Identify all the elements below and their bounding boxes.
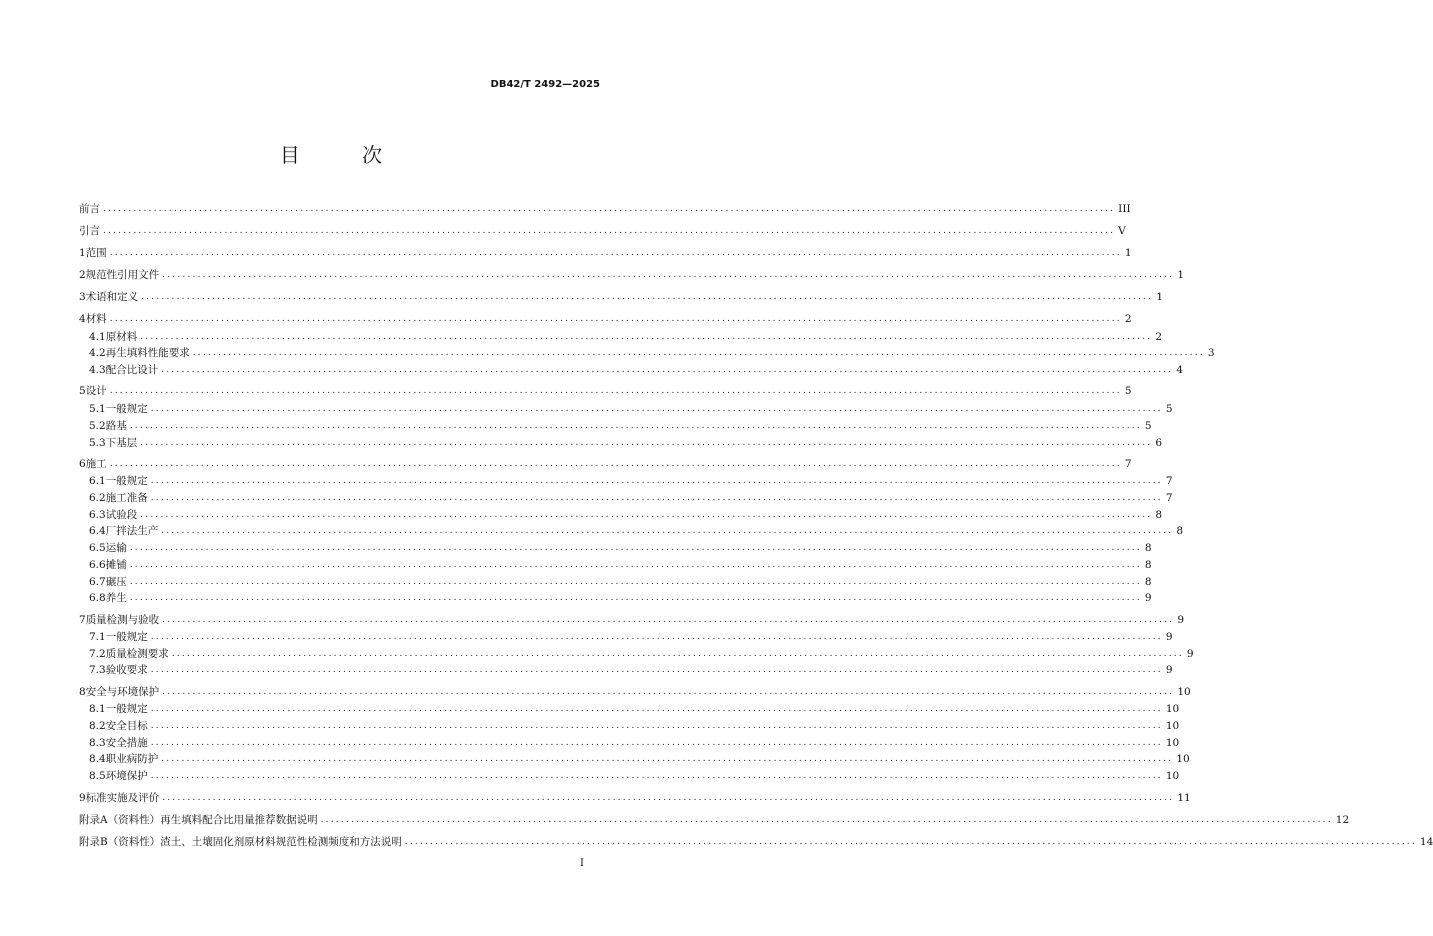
toc-entry-number: 6.4 xyxy=(89,525,106,537)
toc-entry-number: 6.1 xyxy=(89,475,106,487)
toc-entry-number: 5 xyxy=(79,385,86,397)
toc-entry-number: 7.1 xyxy=(89,631,106,643)
toc-leader-dots: ........................................................................................................................................................................................................ xyxy=(171,649,1184,659)
toc-entry-title: 质量检测与验收 xyxy=(85,614,160,626)
toc-leader-dots: ........................................................................................................................................................................................................ xyxy=(162,793,1175,803)
toc-entry-number: 4.3 xyxy=(89,364,106,376)
toc-entry-title: 厂拌法生产 xyxy=(105,525,159,537)
toc-leader-dots: ........................................................................................................................................................................................................ xyxy=(103,204,1116,214)
toc-entry-title: 范围 xyxy=(85,247,107,259)
toc-entry[interactable] xyxy=(79,312,1132,326)
toc-leader-dots: ........................................................................................................................................................................................................ xyxy=(404,837,1417,847)
toc-leader-dots: ........................................................................................................................................................................................................ xyxy=(129,593,1142,603)
toc-entry-page: 4 xyxy=(1176,364,1184,376)
toc-leader-dots: ........................................................................................................................................................................................................ xyxy=(129,421,1142,431)
toc-entry-number: 7 xyxy=(79,614,86,626)
toc-entry-page: 9 xyxy=(1144,592,1152,604)
toc-entry-title: 职业病防护 xyxy=(105,753,159,765)
toc-entry[interactable] xyxy=(79,384,1132,398)
toc-entry-title: 前言 xyxy=(79,203,100,215)
toc-leader-dots: ........................................................................................................................................................................................................ xyxy=(109,386,1122,396)
toc-leader-dots: ........................................................................................................................................................................................................ xyxy=(103,226,1116,236)
toc-leader-dots: ........................................................................................................................................................................................................ xyxy=(129,543,1142,553)
toc-entry-page: 10 xyxy=(1177,686,1191,698)
toc-entry-title: 验收要求 xyxy=(105,664,148,676)
toc-leader-dots: ........................................................................................................................................................................................................ xyxy=(129,560,1142,570)
toc-entry-page: V xyxy=(1118,225,1126,237)
toc-leader-dots: ........................................................................................................................................................................................................ xyxy=(150,493,1163,503)
toc-entry-page: 10 xyxy=(1165,737,1180,749)
toc-entry-title: 术语和定义 xyxy=(85,291,139,303)
toc-entry-title: 下基层 xyxy=(105,437,138,449)
toc-leader-dots: ........................................................................................................................................................................................................ xyxy=(150,665,1163,675)
toc-entry-page: 5 xyxy=(1165,403,1173,415)
toc-entry-number: 1 xyxy=(79,247,86,259)
toc-entry-title: 引言 xyxy=(79,225,100,237)
page-number: I xyxy=(580,858,584,869)
toc-entry-title: 规范性引用文件 xyxy=(85,269,160,281)
toc-entry-number: 5.2 xyxy=(89,420,106,432)
toc-entry-title: 运输 xyxy=(105,542,127,554)
toc-entry-title: 摊铺 xyxy=(105,559,127,571)
toc-entry-number: 4.2 xyxy=(89,347,106,359)
toc-entry-number: 附录A（资料性） xyxy=(79,814,161,826)
toc-entry[interactable] xyxy=(79,791,1191,805)
toc-entry[interactable] xyxy=(79,457,1132,471)
toc-entry-page: 5 xyxy=(1144,420,1152,432)
toc-entry-page: 9 xyxy=(1177,614,1185,626)
toc-entry[interactable] xyxy=(79,402,1173,416)
toc-entry-number: 2 xyxy=(79,269,86,281)
toc-entry-page: 8 xyxy=(1155,509,1163,521)
toc-entry-page: 12 xyxy=(1335,814,1350,826)
toc-entry-page: 1 xyxy=(1124,247,1132,259)
toc-leader-dots: ........................................................................................................................................................................................................ xyxy=(162,615,1175,625)
toc-entry-page: 14 xyxy=(1419,836,1433,848)
toc-entry-title: 一般规定 xyxy=(105,475,148,487)
toc-leader-dots: ........................................................................................................................................................................................................ xyxy=(109,459,1122,469)
toc-entry-title: 养生 xyxy=(105,592,127,604)
toc-leader-dots: ........................................................................................................................................................................................................ xyxy=(150,738,1163,748)
toc-entry[interactable] xyxy=(79,613,1185,627)
toc-entry-title: 配合比设计 xyxy=(105,364,159,376)
toc-entry[interactable] xyxy=(79,769,1180,783)
toc-entry[interactable] xyxy=(79,558,1152,572)
toc-entry-page: 8 xyxy=(1176,525,1184,537)
toc-entry-number: 8.5 xyxy=(89,770,106,782)
toc-entry-number: 3 xyxy=(79,291,86,303)
toc-entry[interactable] xyxy=(79,436,1163,450)
toc-entry-page: 5 xyxy=(1124,385,1132,397)
toc-leader-dots: ........................................................................................................................................................................................................ xyxy=(109,314,1122,324)
toc-entry-title: 施工准备 xyxy=(105,492,148,504)
toc-entry-title: 再生填料配合比用量推荐数据说明 xyxy=(160,814,318,826)
toc-leader-dots: ........................................................................................................................................................................................................ xyxy=(141,292,1154,302)
toc-leader-dots: ........................................................................................................................................................................................................ xyxy=(162,270,1175,280)
toc-entry-number: 6.8 xyxy=(89,592,106,604)
toc-entry[interactable] xyxy=(79,591,1152,605)
standard-code: DB42/T 2492—2025 xyxy=(490,79,600,90)
toc-entry-page: 2 xyxy=(1155,331,1163,343)
toc-entry-title: 安全与环境保护 xyxy=(85,686,160,698)
toc-entry[interactable] xyxy=(79,835,1433,849)
toc-entry[interactable] xyxy=(79,647,1194,661)
toc-entry-title: 设计 xyxy=(85,385,107,397)
toc-leader-dots: ........................................................................................................................................................................................................ xyxy=(150,704,1163,714)
toc-entry-number: 8.3 xyxy=(89,737,106,749)
toc-entry-page: 7 xyxy=(1165,475,1173,487)
toc-entry-title: 环境保护 xyxy=(105,770,148,782)
toc-entry[interactable] xyxy=(79,363,1184,377)
toc-leader-dots: ........................................................................................................................................................................................................ xyxy=(192,348,1205,358)
toc-entry-number: 4 xyxy=(79,313,86,325)
toc-leader-dots: ........................................................................................................................................................................................................ xyxy=(150,721,1163,731)
toc-entry[interactable] xyxy=(79,541,1152,555)
toc-entry-page: 7 xyxy=(1124,458,1132,470)
toc-entry-title: 路基 xyxy=(105,420,127,432)
toc-leader-dots: ........................................................................................................................................................................................................ xyxy=(140,438,1153,448)
toc-entry-page: 11 xyxy=(1177,792,1191,804)
toc-entry[interactable] xyxy=(79,663,1173,677)
toc-entry-title: 标准实施及评价 xyxy=(85,792,160,804)
toc-entry-title: 施工 xyxy=(85,458,107,470)
toc-entry[interactable] xyxy=(79,346,1215,360)
toc-entry-number: 4.1 xyxy=(89,331,106,343)
toc-leader-dots: ........................................................................................................................................................................................................ xyxy=(109,248,1122,258)
toc-entry[interactable] xyxy=(79,290,1164,304)
toc-entry-title: 碾压 xyxy=(105,576,127,588)
toc-entry-number: 6.7 xyxy=(89,576,106,588)
toc-leader-dots: ........................................................................................................................................................................................................ xyxy=(320,815,1333,825)
toc-entry[interactable] xyxy=(79,630,1173,644)
toc-leader-dots: ........................................................................................................................................................................................................ xyxy=(140,510,1153,520)
toc-entry-number: 8.1 xyxy=(89,703,106,715)
toc-entry-page: 9 xyxy=(1186,648,1194,660)
toc-leader-dots: ........................................................................................................................................................................................................ xyxy=(150,404,1163,414)
toc-entry-page: III xyxy=(1118,203,1131,215)
toc-entry-number: 8.4 xyxy=(89,753,106,765)
toc-entry-number: 6.3 xyxy=(89,509,106,521)
toc-leader-dots: ........................................................................................................................................................................................................ xyxy=(140,332,1153,342)
toc-entry[interactable] xyxy=(79,508,1163,522)
toc-entry-page: 10 xyxy=(1176,753,1190,765)
toc-entry[interactable] xyxy=(79,813,1350,827)
toc-entry-number: 6 xyxy=(79,458,86,470)
toc-leader-dots: ........................................................................................................................................................................................................ xyxy=(150,771,1163,781)
toc-entry-number: 9 xyxy=(79,792,86,804)
toc-entry-number: 8 xyxy=(79,686,86,698)
toc-entry[interactable] xyxy=(79,491,1173,505)
toc-entry-page: 3 xyxy=(1207,347,1215,359)
toc-entry[interactable] xyxy=(79,524,1184,538)
toc-entry[interactable] xyxy=(79,246,1132,260)
toc-entry-number: 6.2 xyxy=(89,492,106,504)
toc-entry-title: 安全措施 xyxy=(105,737,148,749)
toc-entry[interactable] xyxy=(79,719,1180,733)
toc-entry-title: 质量检测要求 xyxy=(105,648,169,660)
toc-entry-title: 材料 xyxy=(85,313,107,325)
toc-entry-page: 9 xyxy=(1165,631,1173,643)
toc-entry[interactable] xyxy=(79,752,1190,766)
toc-entry[interactable] xyxy=(79,702,1180,716)
toc-leader-dots: ........................................................................................................................................................................................................ xyxy=(161,365,1174,375)
toc-entry-title: 一般规定 xyxy=(105,403,148,415)
toc-entry-title: 原材料 xyxy=(105,331,138,343)
toc-entry-page: 6 xyxy=(1155,437,1163,449)
toc-entry[interactable] xyxy=(79,736,1180,750)
toc-entry-page: 8 xyxy=(1144,559,1152,571)
toc-entry-title: 一般规定 xyxy=(105,631,148,643)
toc-entry[interactable] xyxy=(79,330,1163,344)
toc-entry[interactable] xyxy=(79,224,1126,238)
toc-entry-number: 6.6 xyxy=(89,559,106,571)
toc-entry[interactable] xyxy=(79,419,1152,433)
toc-entry-number: 7.2 xyxy=(89,648,106,660)
toc-entry[interactable] xyxy=(79,685,1191,699)
toc-entry-page: 1 xyxy=(1177,269,1185,281)
toc-leader-dots: ........................................................................................................................................................................................................ xyxy=(162,687,1175,697)
toc-entry-page: 10 xyxy=(1165,703,1180,715)
toc-entry-number: 附录B（资料性） xyxy=(79,836,161,848)
toc-entry-page: 8 xyxy=(1144,576,1152,588)
toc-entry[interactable] xyxy=(79,268,1185,282)
toc-entry-title: 试验段 xyxy=(105,509,138,521)
toc-entry[interactable] xyxy=(79,202,1131,216)
page-title: 目 次 xyxy=(279,143,411,167)
toc-entry-number: 7.3 xyxy=(89,664,106,676)
toc-entry-page: 1 xyxy=(1156,291,1164,303)
toc-entry-title: 安全目标 xyxy=(105,720,148,732)
toc-leader-dots: ........................................................................................................................................................................................................ xyxy=(150,476,1163,486)
toc-entry-title: 渣土、土壤固化剂原材料规范性检测频度和方法说明 xyxy=(160,836,402,848)
toc-entry-page: 8 xyxy=(1144,542,1152,554)
toc-entry-page: 2 xyxy=(1124,313,1132,325)
toc-entry-number: 5.3 xyxy=(89,437,106,449)
toc-entry-page: 9 xyxy=(1165,664,1173,676)
toc-leader-dots: ........................................................................................................................................................................................................ xyxy=(161,754,1174,764)
toc-leader-dots: ........................................................................................................................................................................................................ xyxy=(129,577,1142,587)
toc-entry[interactable] xyxy=(79,474,1173,488)
toc-entry[interactable] xyxy=(79,575,1152,589)
toc-entry-number: 5.1 xyxy=(89,403,106,415)
toc-entry-number: 6.5 xyxy=(89,542,106,554)
toc-leader-dots: ........................................................................................................................................................................................................ xyxy=(150,632,1163,642)
toc-entry-page: 10 xyxy=(1165,720,1180,732)
toc-entry-page: 10 xyxy=(1165,770,1180,782)
toc-leader-dots: ........................................................................................................................................................................................................ xyxy=(161,526,1174,536)
toc-entry-title: 再生填料性能要求 xyxy=(105,347,190,359)
toc-entry-title: 一般规定 xyxy=(105,703,148,715)
toc-entry-number: 8.2 xyxy=(89,720,106,732)
toc-entry-page: 7 xyxy=(1165,492,1173,504)
